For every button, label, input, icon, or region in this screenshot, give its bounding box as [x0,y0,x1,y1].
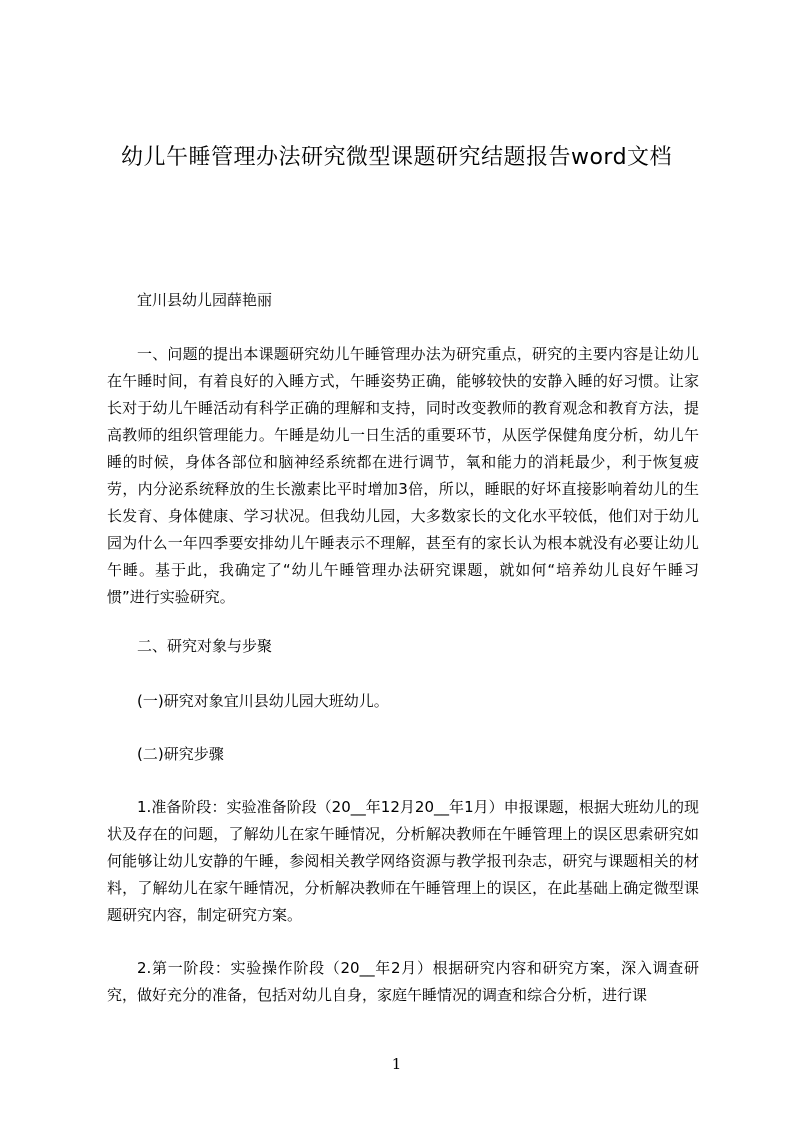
paragraph-problem-statement: 一、问题的提出本课题研究幼儿午睡管理办法为研究重点，研究的主要内容是让幼儿在午睡时间，有着良好的入睡方式，午睡姿势正确，能够较快的安静入睡的好习惯。让家长对于幼儿午睡活动有科学正确的理解和支持，同时改变教师的教育观念和教育方法，提高教师的组织管理能力。午睡是幼儿一日生活的重要环节，从医学保健角度分析，幼儿午睡的时候，身体各部位和脑神经系统都在进行调节，氧和能力的消耗最少，利于恢复疲劳，内分泌系统释放的生长激素比平时增加3倍，所以，睡眠的好坏直接影响着幼儿的生长发育、身体健康、学习状况。但我幼儿园，大多数家长的文化水平较低，他们对于幼儿园为什么一年四季要安排幼儿午睡表示不理解，甚至有的家长认为根本就没有必要让幼儿午睡。基于此，我确定了“幼儿午睡管理办法研究课题，就如何“培养幼儿良好午睡习惯”进行实验研究。 [107,345,699,606]
subheading-research-subjects: (一)研究对象宜川县幼儿园大班幼儿。 [137,692,389,710]
page-number: 1 [391,1055,402,1073]
author-line: 宜川县幼儿园薛艳丽 [137,291,273,309]
subheading-research-steps: (二)研究步骤 [137,745,224,763]
paragraph-first-stage: 2.第一阶段：实验操作阶段（20__年2月）根据研究内容和研究方案，深入调查研究，做好充分的准备，包括对幼儿自身，家庭午睡情况的调查和综合分析，进行课 [107,959,699,1004]
document-title: 幼儿午睡管理办法研究微型课题研究结题报告word文档 [120,145,673,170]
paragraph-preparation-stage: 1.准备阶段：实验准备阶段（20__年12月20__年1月）申报课题，根据大班幼儿的现状及存在的问题，了解幼儿在家午睡情况，分析解决教师在午睡管理上的误区思索研究如何能够让幼儿安静的午睡，参阅相关教学网络资源与教学报刊杂志，研究与课题相关的材料，了解幼儿在家午睡情况，分析解决教师在午睡管理上的误区，在此基础上确定微型课题研究内容，制定研究方案。 [107,798,699,924]
section-heading-research-subjects: 二、研究对象与步聚 [137,637,273,655]
